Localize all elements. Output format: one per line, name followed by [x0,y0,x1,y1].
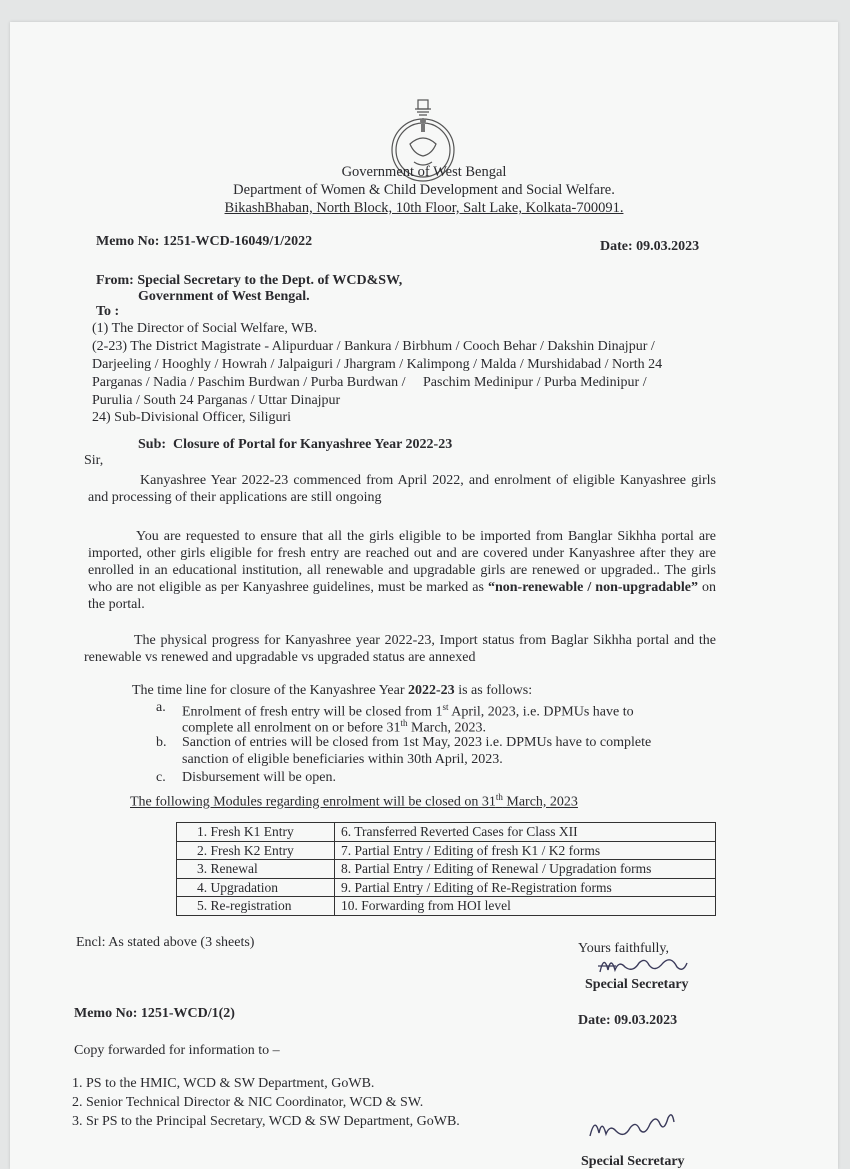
from-line-2: Government of West Bengal. [138,289,310,304]
recipient-2-line-d: Purulia / South 24 Parganas / Uttar Dinajpur [92,393,341,408]
table-cell: 5. Re-registration [177,897,335,916]
recipient-2-line-c: Parganas / Nadia / Paschim Burdwan / Purba Burdwan / Paschim Medinipur / Purba Medinipur / [92,375,647,390]
table-cell: 9. Partial Entry / Editing of Re-Registration forms [335,878,716,897]
closing: Yours faithfully, [578,941,670,956]
copy-item-1: 1. PS to the HMIC, WCD & SW Department, GoWB. [72,1076,375,1091]
table-cell: 1. Fresh K1 Entry [177,823,335,842]
signature-2-icon [586,1106,696,1146]
paragraph-2-bold: “non-renewable / non-upgradable” [487,580,698,595]
timeline-intro-end: is as follows: [454,683,533,698]
memo-date: Date: 09.03.2023 [600,239,700,254]
table-row [177,897,716,916]
modules-heading [130,789,578,811]
copy-intro: Copy forwarded for information to – [74,1043,280,1058]
timeline-year: 2022-23 [408,683,455,698]
header-line-3 [10,200,838,217]
table-cell: 7. Partial Entry / Editing of fresh K1 / K2 forms [335,841,716,860]
timeline-item-c: Disbursement will be open. [182,770,336,785]
memo-2-date: Date: 09.03.2023 [578,1013,678,1028]
recipient-2-line-a: (2-23) The District Magistrate - Alipurduar / Bankura / Birbhum / Cooch Behar / Dakshin Dinajpur / [92,339,655,354]
header-line-1: Government of West Bengal [341,164,507,180]
timeline-a-text-1: Enrolment of fresh entry will be closed from 1 [182,704,443,720]
signature-icon [594,946,714,980]
modules-heading-text: The following Modules regarding enrolment will be closed on 31 [130,794,496,810]
table-cell: 8. Partial Entry / Editing of Renewal / Upgradation forms [335,860,716,879]
subject: Sub: Closure of Portal for Kanyashree Year 2022-23 [138,437,453,452]
recipient-2-line-b: Darjeeling / Hooghly / Howrah / Jalpaiguri / Jhargram / Kalimpong / Malda / Murshidabad / North 24 [92,357,663,372]
document-page [10,22,838,1169]
enclosure: Encl: As stated above (3 sheets) [76,935,255,950]
table-row [177,823,716,842]
copy-item-2: 2. Senior Technical Director & NIC Coordinator, WCD & SW. [72,1095,424,1110]
timeline-item-b-line-2: sanction of eligible beneficiaries within 30th April, 2023. [182,752,503,767]
signatory-2: Special Secretary [581,1154,685,1169]
timeline-intro-text: The time line for closure of the Kanyashree Year [132,683,409,698]
table-cell: 10. Forwarding from HOI level [335,897,716,916]
header-line-2: Department of Women & Child Development and Social Welfare. [233,182,615,198]
timeline-label-a: a. [156,700,166,715]
to-label: To : [96,304,120,319]
table-row [177,841,716,860]
timeline-item-b-line-1: Sanction of entries will be closed from 1st May, 2023 i.e. DPMUs have to complete [182,735,652,750]
signatory: Special Secretary [585,977,689,992]
recipient-1: (1) The Director of Social Welfare, WB. [92,321,318,336]
table-cell: 3. Renewal [177,860,335,879]
from-line-1: From: Special Secretary to the Dept. of WCD&SW, [96,273,403,288]
modules-heading-end: March, 2023 [502,794,578,810]
timeline-a-text-4: March, 2023. [407,720,487,736]
salutation: Sir, [84,453,104,468]
table-row [177,878,716,897]
timeline-a-sup-1: st [442,702,449,712]
table-cell: 4. Upgradation [177,878,335,897]
table-row [177,860,716,879]
timeline-a-text-3: complete all enrolment on or before 31 [182,720,401,736]
table-cell: 2. Fresh K2 Entry [177,841,335,860]
timeline-label-b: b. [156,735,167,750]
paragraph-2-text: You are requested to ensure that all the girls eligible to be imported from Banglar Sikhha portal are imported, other girls eligible for fresh entry are reached out and are covered under Kanyashree after they are enrolled in an educational institution, all renewable and upgradable girls are renewed or upgraded.. The girls who are not eligible as per Kanyashree guidelines, must be marked as [88,529,716,595]
timeline-label-c: c. [156,770,166,785]
memo-2-number: Memo No: 1251-WCD/1(2) [74,1006,235,1021]
memo-number: Memo No: 1251-WCD-16049/1/2022 [96,234,313,249]
timeline-a-text-2: April, 2023, i.e. DPMUs have to [448,704,634,720]
paragraph-2 [88,528,716,613]
paragraph-1: Kanyashree Year 2022-23 commenced from April 2022, and enrolment of eligible Kanyashree girls and processing of their applications are still ongoing [88,473,716,505]
paragraph-3: The physical progress for Kanyashree year 2022-23, Import status from Baglar Sikhha portal and the renewable vs renewed and upgradable vs upgraded status are annexed [84,633,716,665]
modules-table [176,822,716,916]
modules-heading-sup: th [495,792,503,802]
paragraph-2-end: on the portal. [88,580,717,612]
timeline-a-sup-2: th [400,718,408,728]
copy-item-3: 3. Sr PS to the Principal Secretary, WCD & SW Department, GoWB. [72,1114,460,1129]
table-cell: 6. Transferred Reverted Cases for Class XII [335,823,716,842]
header-address: BikashBhaban, North Block, 10th Floor, Salt Lake, Kolkata-700091. [224,200,624,216]
timeline-intro [132,682,532,699]
recipient-3: 24) Sub-Divisional Officer, Siliguri [92,410,292,425]
